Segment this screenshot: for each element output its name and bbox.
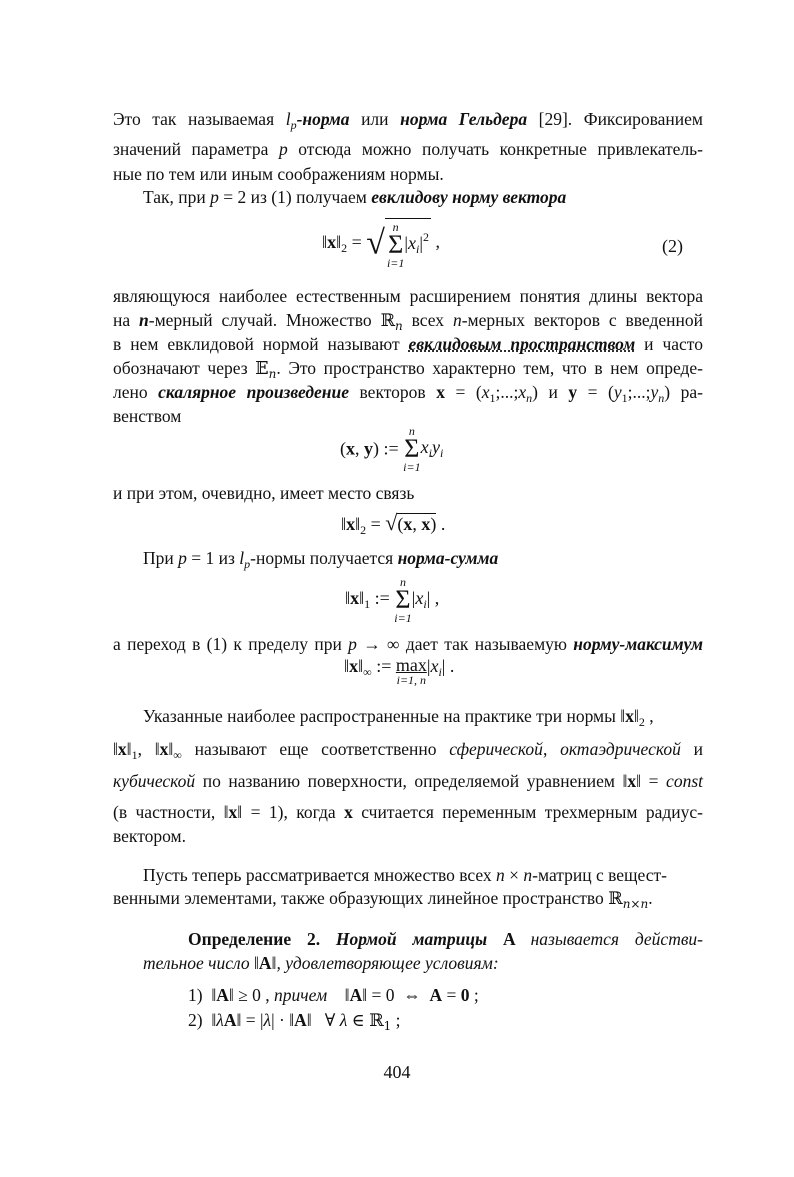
paragraph-line: Так, при p = 2 из (1) получаем евклидову норму вектора: [143, 187, 567, 207]
page-number: 404: [383, 1062, 411, 1082]
equation-scalar-product: (x, y) := n Σ i=1 $x_iy_i$: [340, 424, 444, 474]
paragraph-line: вектором.: [113, 826, 186, 846]
paragraph-line: Указанные наиболее распространенные на практике три нормы $‖x‖_2$ ,: [143, 706, 654, 729]
definition-line: тельное число ‖A‖, удовлетворяющее условиям:: [143, 953, 499, 973]
paragraph-line: кубической по названию поверхности, определяемой уравнением ‖x‖ = const: [113, 771, 703, 791]
paragraph-line: а переход в (1) к пределу при p → ∞ дает так называемую норму-максимум: [113, 634, 703, 654]
definition-condition-2: 2) ‖λA‖ = |λ| · ‖A‖ ∀ λ ∈ ℝ$_1$ ;: [188, 1010, 401, 1033]
paragraph-line: венством: [113, 406, 182, 426]
equation-norm-scalar: $‖x‖_2 = √(x$, x) .: [341, 510, 446, 537]
paragraph-line: и при этом, очевидно, имеет место связь: [113, 483, 415, 503]
paragraph-line: Пусть теперь рассматривается множество всех n × n-матриц с вещест-: [143, 865, 667, 885]
paragraph-line: значений параметра p отсюда можно получать конкретные привлекатель-: [113, 139, 703, 159]
equation-number: (2): [662, 236, 683, 256]
paragraph-line: (в частности, ‖x‖ = 1), когда x считается переменным трехмерным радиус-: [113, 802, 704, 822]
equation-sum-norm: $‖x‖_1$ := n Σ i=1 $|x_i|$ ,: [345, 575, 440, 625]
paragraph-line: При p = 1 из $l_p$-нормы получается норма-сумма: [143, 548, 499, 571]
definition-heading: Определение 2. Нормой матрицы A называется действи-: [188, 929, 704, 949]
equation-euclidean-norm: $‖x‖_2$ = √ n Σ i=1 $|x_i|^2$ ,: [322, 220, 440, 270]
paragraph-line: ные по тем или иным соображениям нормы.: [113, 164, 444, 184]
paragraph-line: $‖x‖_1$, $‖x‖_\infty$ называют еще соответственно сферической, октаэдрической и: [113, 739, 703, 762]
paragraph-line: лено скалярное произведение векторов $x = (x_1;...;x_n)$ и $y = (y_1;...;y_n)$ ра-: [113, 382, 703, 405]
paragraph-line: Это так называемая $l_p$-норма или норма Гельдера [29]. Фиксированием: [113, 109, 704, 132]
paragraph-line: на n-мерный случай. Множество ℝ$_n$ всех n-мерных векторов с введенной: [113, 310, 703, 333]
definition-condition-1: 1) ‖A‖ ≥ 0 , причем ‖A‖ = 0 ⇔ A = 0 ;: [188, 985, 479, 1005]
paragraph-line: в нем евклидовой нормой называют евклидовым пространством и часто: [113, 334, 703, 354]
paragraph-line: обозначают через 𝔼$_n$. Это пространство характерно тем, что в нем опреде-: [113, 358, 703, 381]
paragraph-line: венными элементами, также образующих линейное пространство ℝ$_{n\times n}$.: [113, 888, 653, 911]
equation-max-norm: $‖x‖_\infty$ := max i=1, n $|x_i|$ .: [344, 655, 455, 687]
paragraph-line: являющуюся наиболее естественным расширением понятия длины вектора: [113, 286, 703, 306]
